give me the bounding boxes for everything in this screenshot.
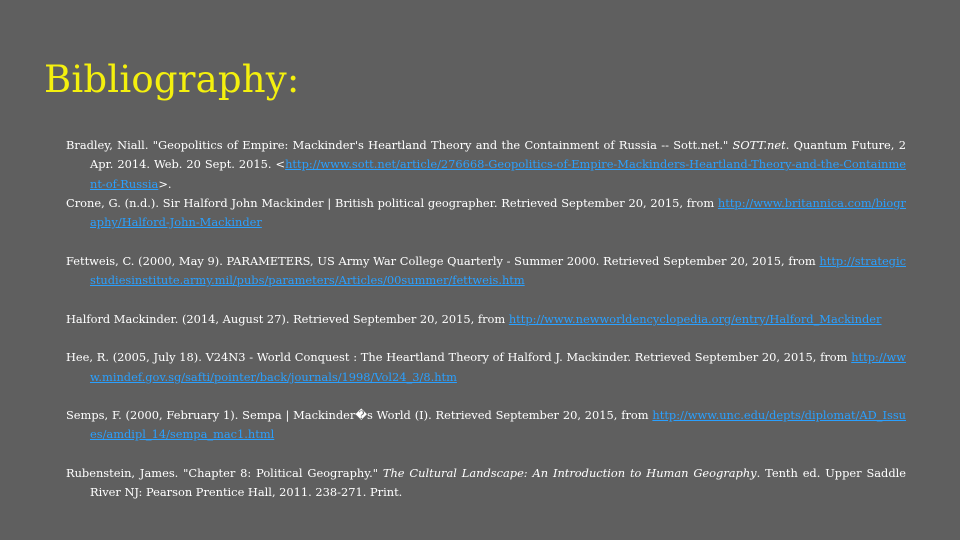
entry-italic-source: The Cultural Landscape: An Introduction to Human Geography bbox=[382, 466, 757, 481]
entry-text: Bradley, Niall. "Geopolitics of Empire: Mackinder's Heartland Theory and the Containment of Russia -- Sott.net." bbox=[66, 138, 733, 152]
bib-entry-hee bbox=[66, 348, 906, 387]
entry-text-continued: . Tenth ed. Upper Saddle River NJ: Pearson Prentice Hall, 2011. 238-271. Print. bbox=[90, 466, 907, 500]
entry-text: Crone, G. (n.d.). Sir Halford John Mackinder | British political geographer. Retrieved September 20, 2015, from bbox=[66, 195, 718, 210]
slide-title: Bibliography: bbox=[44, 58, 300, 101]
entry-text: Semps, F. (2000, February 1). Sempa | Mackinder�s World (I). Retrieved September 20, 2015, from bbox=[66, 408, 653, 423]
bibliography-list bbox=[66, 136, 906, 503]
entry-link[interactable]: http://www.mindef.gov.sg/safti/pointer/back/journals/1998/Vol24_3/8.htm bbox=[90, 350, 906, 384]
entry-link[interactable]: http://strategicstudiesinstitute.army.mil/pubs/parameters/Articles/00summer/fettweis.htm bbox=[90, 253, 906, 288]
entry-text-continued: . Quantum Future, 2 Apr. 2014. Web. 20 Sept. 2015. < bbox=[90, 138, 906, 172]
entry-link[interactable]: http://www.britannica.com/biography/Halford-John-Mackinder bbox=[90, 195, 906, 230]
bib-entry-crone bbox=[66, 194, 906, 233]
entry-italic-source: SOTT.net bbox=[732, 138, 786, 152]
entry-text: Fettweis, C. (2000, May 9). PARAMETERS, US Army War College Quarterly - Summer 2000. Retrieved September 20, 2015, from bbox=[66, 253, 820, 268]
entry-link[interactable]: http://www.unc.edu/depts/diplomat/AD_Issues/amdipl_14/sempa_mac1.html bbox=[90, 408, 906, 442]
entry-link[interactable]: http://www.sott.net/article/276668-Geopolitics-of-Empire-Mackinders-Heartland-Theory-and-the-Containment-of-Russia bbox=[90, 157, 906, 191]
entry-text: Hee, R. (2005, July 18). V24N3 - World Conquest : The Heartland Theory of Halford J. Mackinder. Retrieved September 20, 2015, from bbox=[66, 350, 852, 365]
bib-entry-rubenstein bbox=[66, 464, 906, 503]
entry-text-tail: >. bbox=[158, 176, 172, 191]
entry-text: Rubenstein, James. "Chapter 8: Political Geography." bbox=[66, 466, 383, 481]
entry-text: Halford Mackinder. (2014, August 27). Retrieved September 20, 2015, from bbox=[66, 311, 509, 326]
entry-link[interactable]: http://www.newworldencyclopedia.org/entry/Halford_Mackinder bbox=[508, 311, 882, 326]
bib-entry-fettweis bbox=[66, 252, 906, 291]
bib-entry-semps bbox=[66, 406, 906, 445]
bib-entry-halford-mackinder bbox=[66, 310, 906, 329]
bib-entry-bradley bbox=[66, 136, 906, 194]
